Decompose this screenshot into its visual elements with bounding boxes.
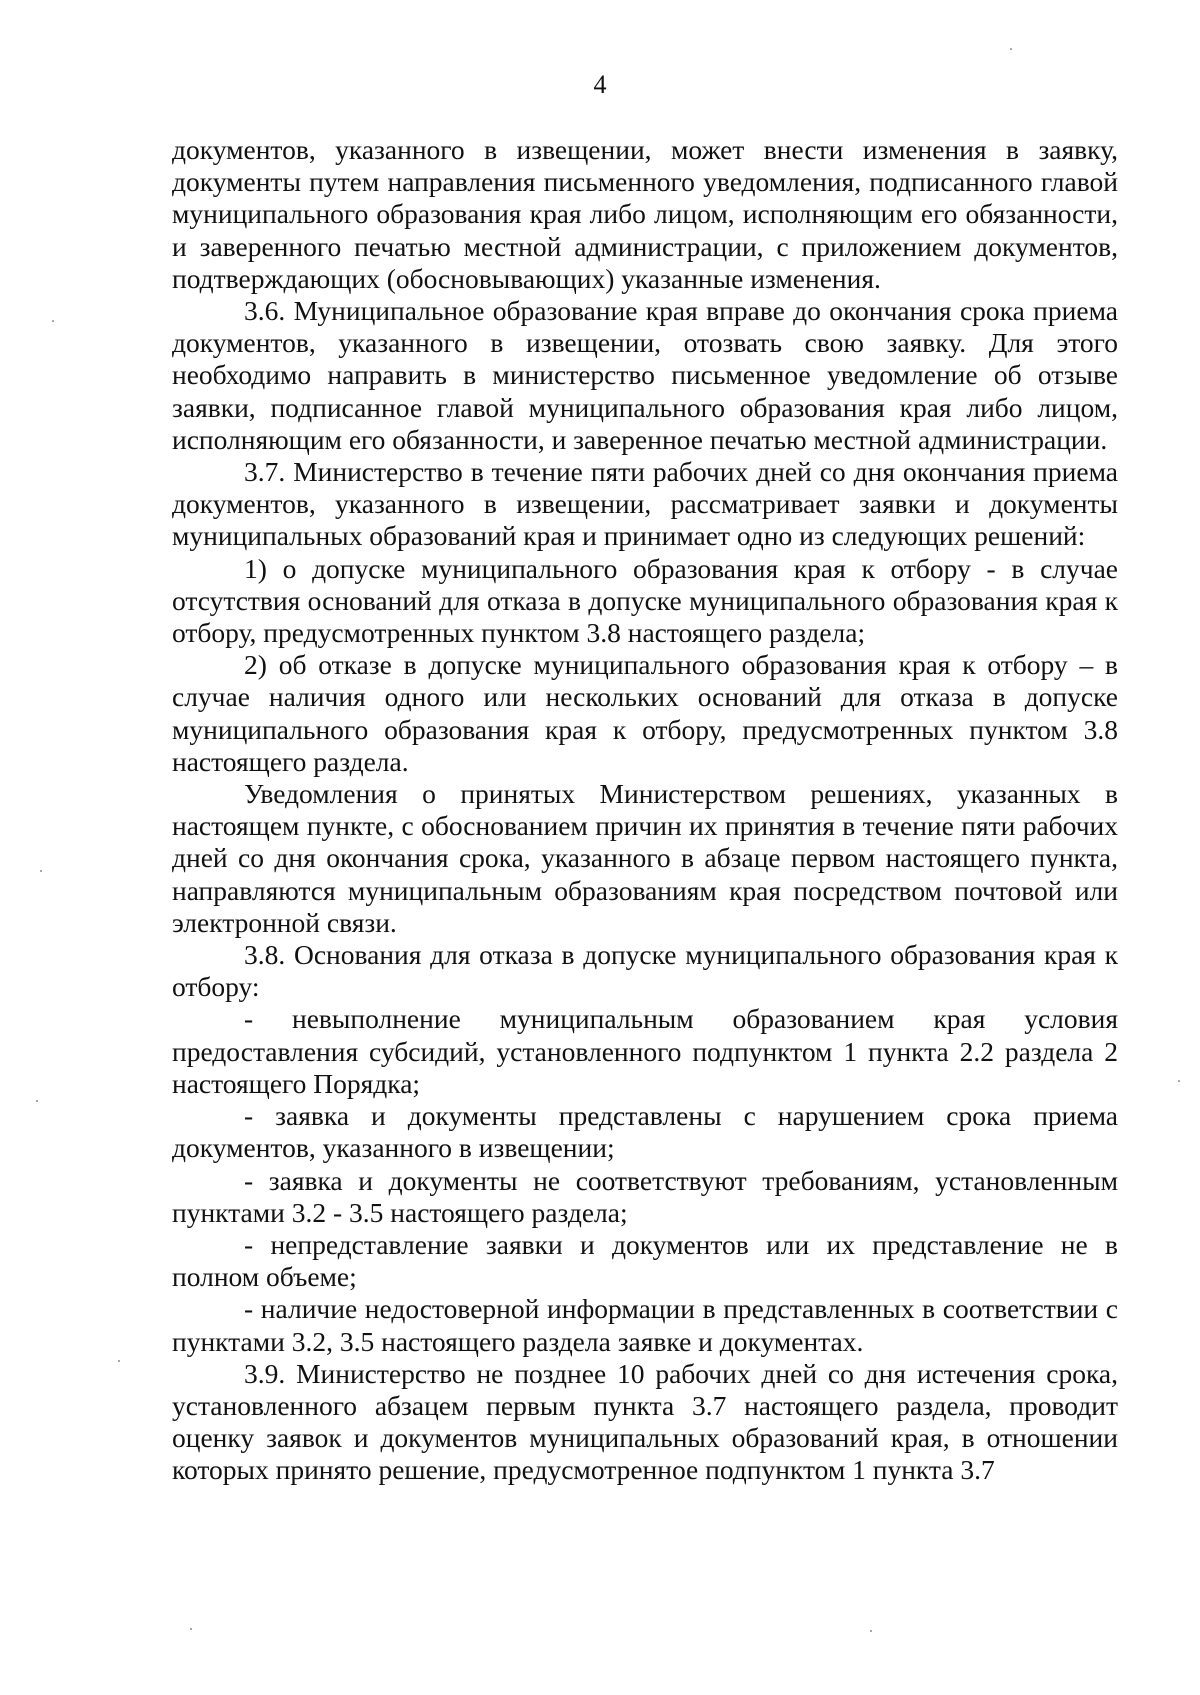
reason-item-2: - заявка и документы представлены с нарушением срока приема документов, указанного в извещении; — [172, 1100, 1118, 1164]
reason-item-3: - заявка и документы не соответствуют требованиям, установленным пунктами 3.2 - 3.5 настоящего раздела; — [172, 1164, 1118, 1228]
subitem-1: 1) о допуске муниципального образования края к отбору - в случае отсутствия оснований для отказа в допуске муниципального образования края к отбору, предусмотренных пунктом 3.8 настоящего раздела; — [172, 552, 1118, 649]
subitem-2: 2) об отказе в допуске муниципального образования края к отбору – в случае наличия одного или нескольких оснований для отказа в допуске муниципального образования края к отбору, предусмотренных пунктом 3.8 настоящего раздела. — [172, 649, 1118, 777]
scan-speck — [40, 870, 42, 872]
reason-item-5: - наличие недостоверной информации в представленных в соответствии с пунктами 3.2, 3.5 настоящего раздела заявке и документах. — [172, 1293, 1118, 1357]
scan-speck — [36, 1100, 38, 1102]
scan-speck — [190, 1628, 192, 1630]
reason-item-4: - непредставление заявки и документов или их представление не в полном объеме; — [172, 1228, 1118, 1293]
scan-speck — [118, 1360, 120, 1362]
reason-item-1: - невыполнение муниципальным образованием края условия предоставления субсидий, установленного подпунктом 1 пункта 2.2 раздела 2 настоящего Порядка; — [172, 1003, 1118, 1099]
paragraph-continuation: документов, указанного в извещении, может внести изменения в заявку, документы путем направления письменного уведомления, подписанного главой муниципального образования края либо лицом, исполняющим его обязанности, и заверенного печатью местной администрации, с приложением документов, подтверждающих (обосновывающих) указанные изменения. — [172, 134, 1118, 294]
paragraph-3-9: 3.9. Министерство не позднее 10 рабочих дней со дня истечения срока, установленного абзацем первым пункта 3.7 настоящего раздела, проводит оценку заявок и документов муниципальных образований края, в отношении которых принято решение, предусмотренное подпунктом 1 пункта 3.7 — [172, 1357, 1118, 1486]
paragraph-3-7: 3.7. Министерство в течение пяти рабочих дней со дня окончания приема документов, указанного в извещении, рассматривает заявки и документы муниципальных образований края и принимает одно из следующих решений: — [172, 456, 1118, 552]
scan-speck — [870, 1630, 872, 1632]
scan-speck — [1010, 48, 1012, 50]
scan-speck — [1178, 1080, 1180, 1082]
paragraph-notifications: Уведомления о принятых Министерством решениях, указанных в настоящем пункте, с обоснованием причин их принятия в течение пяти рабочих дней со дня окончания срока, указанного в абзаце первом настоящего пункта, направляются муниципальным образованиям края посредством почтовой или электронной связи. — [172, 778, 1118, 938]
page-number: 4 — [593, 70, 607, 99]
scan-speck — [52, 320, 54, 322]
paragraph-3-8: 3.8. Основания для отказа в допуске муниципального образования края к отбору: — [172, 939, 1118, 1003]
paragraph-3-6: 3.6. Муниципальное образование края вправе до окончания срока приема документов, указанного в извещении, отозвать свою заявку. Для этого необходимо направить в министерство письменное уведомление об отзыве заявки, подписанное главой муниципального образования края либо лицом, исполняющим его обязанности, и заверенное печатью местной администрации. — [172, 295, 1118, 455]
document-body — [172, 134, 1118, 1487]
